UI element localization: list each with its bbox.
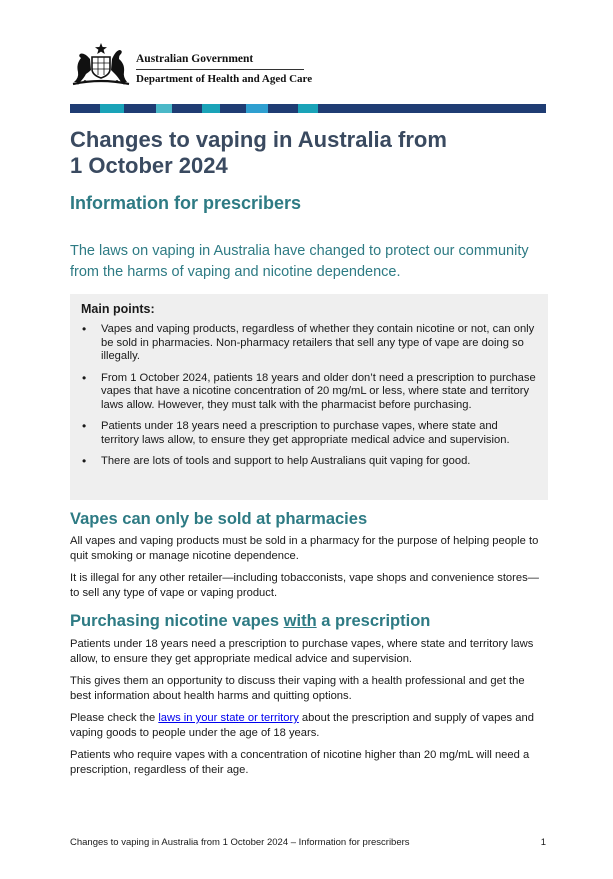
header-stripe: [70, 104, 546, 113]
government-name: Australian Government: [136, 53, 254, 65]
paragraph-text: about the prescription and supply of vapes and vaping goods to people under the age of 18 years.: [70, 712, 534, 739]
header-divider: [136, 69, 304, 70]
heading-text: a prescription: [316, 612, 431, 630]
section1-paragraph-1: All vapes and vaping products must be sold in a pharmacy for the purpose of helping people to quit smoking or manage nicotine dependence.: [70, 535, 539, 562]
page-footer: [70, 837, 546, 848]
page-title-line-2: 1 October 2024: [70, 153, 228, 178]
footer-text: Changes to vaping in Australia from 1 October 2024 – Information for prescribers: [70, 837, 410, 848]
stripe-accent: [246, 104, 268, 113]
section1-paragraph-2: It is illegal for any other retailer—including tobacconists, vape shops and convenience stores—to sell any type of vape or vaping product.: [70, 572, 539, 599]
coat-of-arms-icon: [70, 42, 132, 88]
main-points-title: Main points:: [81, 302, 155, 316]
department-name: Department of Health and Aged Care: [136, 73, 313, 85]
main-point-item: • Vapes and vaping products, regardless of whether they contain nicotine or not, can only be sold in pharmacies. Non-pharmacy retailers that sell any type of vape are doing so illegally.: [81, 323, 536, 364]
state-laws-link[interactable]: laws in your state or territory: [158, 712, 299, 724]
section2-paragraph-4: Patients who require vapes with a concentration of nicotine higher than 20 mg/mL will need a prescription, regardless of their age.: [70, 749, 530, 776]
heading-emphasis: with: [283, 612, 317, 630]
main-points-box: [70, 294, 548, 500]
page-title-line-1: Changes to vaping in Australia from: [70, 127, 447, 152]
stripe-accent: [100, 104, 124, 113]
section2-paragraph-3: [70, 711, 548, 740]
section-heading-prescription: [70, 612, 430, 631]
section2-paragraph-2: This gives them an opportunity to discuss their vaping with a health professional and get the best information about health harms and quitting options.: [70, 675, 525, 702]
main-points-list: [81, 323, 536, 477]
paragraph-text: Please check the: [70, 712, 159, 724]
intro-paragraph: The laws on vaping in Australia have changed to protect our community from the harms of vaping and nicotine dependence.: [70, 243, 529, 280]
section2-paragraph-1: Patients under 18 years need a prescription to purchase vapes, where state and territory laws allow, to ensure they get appropriate medical advice and supervision.: [70, 638, 534, 665]
stripe-accent: [156, 104, 172, 113]
section-heading-pharmacies: Vapes can only be sold at pharmacies: [70, 510, 368, 528]
stripe-accent: [202, 104, 220, 113]
heading-text: Purchasing nicotine vapes: [70, 612, 284, 630]
main-point-item: • From 1 October 2024, patients 18 years and older don’t need a prescription to purchase vapes that have a nicotine concentration of 20 mg/mL or less, where state and territory laws allow. However, they must talk with the pharmacist before purchasing.: [81, 372, 536, 413]
main-point-item: • There are lots of tools and support to help Australians quit vaping for good.: [81, 455, 536, 469]
stripe-accent: [298, 104, 318, 113]
page-number: 1: [540, 837, 546, 848]
main-point-item: • Patients under 18 years need a prescription to purchase vapes, where state and territory laws allow, to ensure they get appropriate medical advice and supervision.: [81, 420, 536, 447]
page-subtitle: Information for prescribers: [70, 193, 302, 213]
government-header: [70, 42, 550, 90]
page-title: [70, 127, 540, 179]
